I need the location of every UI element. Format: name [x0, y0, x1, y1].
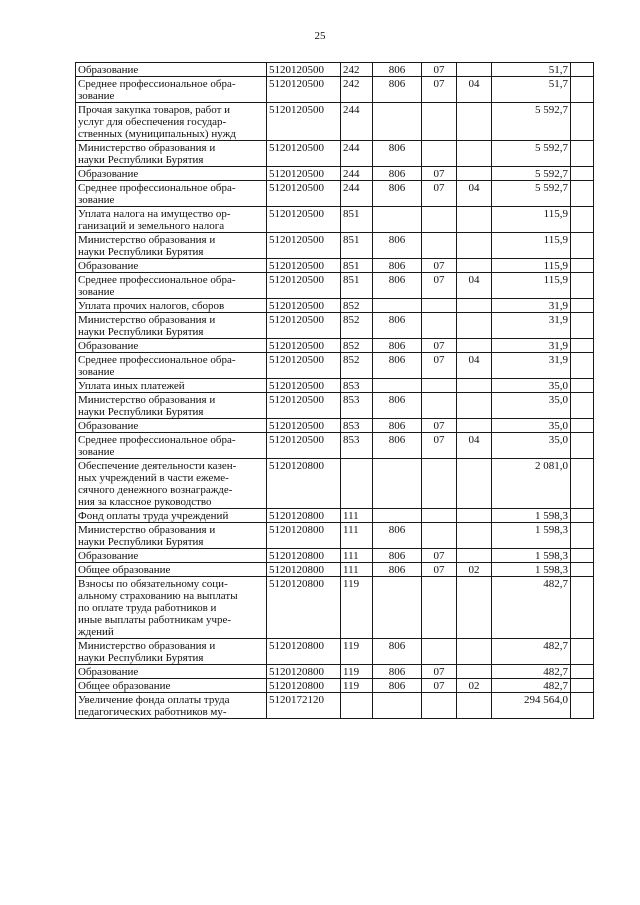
row-empty-cell: [571, 233, 594, 259]
table-row: [76, 523, 594, 549]
row-expense-type-cell: 851: [341, 233, 373, 259]
row-name-cell: Уплата иных платежей: [76, 379, 267, 393]
row-subsection-cell: [457, 313, 492, 339]
row-expense-type-cell: 119: [341, 665, 373, 679]
row-name-cell: Среднее профессиональное обра- зование: [76, 77, 267, 103]
table-row: [76, 693, 594, 719]
row-target-article-cell: 5120120800: [267, 639, 341, 665]
row-admin-code-cell: 806: [373, 259, 422, 273]
row-section-cell: 07: [422, 679, 457, 693]
row-target-article-cell: 5120120500: [267, 379, 341, 393]
row-admin-code-cell: 806: [373, 563, 422, 577]
table-row: [76, 233, 594, 259]
row-name-cell: Министерство образования и науки Республики Бурятия: [76, 393, 267, 419]
row-name-cell: Общее образование: [76, 679, 267, 693]
row-section-cell: 07: [422, 181, 457, 207]
table-row: [76, 63, 594, 77]
row-expense-type-cell: 853: [341, 393, 373, 419]
row-amount-cell: 482,7: [492, 665, 571, 679]
row-subsection-cell: 04: [457, 77, 492, 103]
row-name-cell: Образование: [76, 259, 267, 273]
row-admin-code-cell: 806: [373, 433, 422, 459]
row-section-cell: [422, 639, 457, 665]
row-empty-cell: [571, 273, 594, 299]
row-expense-type-cell: 242: [341, 77, 373, 103]
row-admin-code-cell: [373, 577, 422, 639]
row-empty-cell: [571, 419, 594, 433]
row-subsection-cell: [457, 459, 492, 509]
row-admin-code-cell: 806: [373, 167, 422, 181]
row-target-article-cell: 5120120500: [267, 181, 341, 207]
row-empty-cell: [571, 459, 594, 509]
row-empty-cell: [571, 259, 594, 273]
row-expense-type-cell: 244: [341, 103, 373, 141]
row-amount-cell: 35,0: [492, 433, 571, 459]
row-amount-cell: 115,9: [492, 273, 571, 299]
row-admin-code-cell: [373, 693, 422, 719]
budget-table-body: [76, 63, 594, 719]
row-expense-type-cell: 119: [341, 679, 373, 693]
row-subsection-cell: [457, 339, 492, 353]
row-amount-cell: 294 564,0: [492, 693, 571, 719]
row-section-cell: 07: [422, 549, 457, 563]
row-amount-cell: 51,7: [492, 63, 571, 77]
row-subsection-cell: 04: [457, 181, 492, 207]
row-section-cell: 07: [422, 167, 457, 181]
row-expense-type-cell: 111: [341, 523, 373, 549]
row-expense-type-cell: 244: [341, 181, 373, 207]
row-empty-cell: [571, 433, 594, 459]
row-empty-cell: [571, 563, 594, 577]
row-amount-cell: 5 592,7: [492, 167, 571, 181]
row-admin-code-cell: 806: [373, 77, 422, 103]
row-empty-cell: [571, 679, 594, 693]
row-target-article-cell: 5120120800: [267, 679, 341, 693]
row-amount-cell: 31,9: [492, 353, 571, 379]
row-expense-type-cell: 244: [341, 141, 373, 167]
row-subsection-cell: [457, 393, 492, 419]
row-empty-cell: [571, 577, 594, 639]
row-target-article-cell: 5120120500: [267, 433, 341, 459]
row-subsection-cell: [457, 299, 492, 313]
row-name-cell: Министерство образования и науки Республики Бурятия: [76, 313, 267, 339]
row-amount-cell: 482,7: [492, 577, 571, 639]
row-target-article-cell: 5120120800: [267, 523, 341, 549]
row-expense-type-cell: 853: [341, 379, 373, 393]
row-amount-cell: 5 592,7: [492, 181, 571, 207]
row-target-article-cell: 5120120800: [267, 577, 341, 639]
row-target-article-cell: 5120120800: [267, 549, 341, 563]
row-section-cell: [422, 693, 457, 719]
row-section-cell: 07: [422, 419, 457, 433]
row-name-cell: Общее образование: [76, 563, 267, 577]
row-name-cell: Среднее профессиональное обра- зование: [76, 433, 267, 459]
row-admin-code-cell: 806: [373, 63, 422, 77]
row-admin-code-cell: 806: [373, 419, 422, 433]
row-amount-cell: 31,9: [492, 313, 571, 339]
row-expense-type-cell: 853: [341, 419, 373, 433]
row-subsection-cell: 04: [457, 273, 492, 299]
table-row: [76, 459, 594, 509]
row-target-article-cell: 5120120800: [267, 459, 341, 509]
row-empty-cell: [571, 313, 594, 339]
table-row: [76, 665, 594, 679]
row-expense-type-cell: 852: [341, 313, 373, 339]
row-section-cell: 07: [422, 259, 457, 273]
table-row: [76, 353, 594, 379]
row-section-cell: [422, 393, 457, 419]
row-expense-type-cell: 851: [341, 207, 373, 233]
table-row: [76, 679, 594, 693]
row-section-cell: [422, 103, 457, 141]
row-admin-code-cell: 806: [373, 181, 422, 207]
table-row: [76, 433, 594, 459]
row-amount-cell: 31,9: [492, 299, 571, 313]
table-row: [76, 509, 594, 523]
row-name-cell: Фонд оплаты труда учреждений: [76, 509, 267, 523]
row-amount-cell: 1 598,3: [492, 523, 571, 549]
row-empty-cell: [571, 207, 594, 233]
row-target-article-cell: 5120120500: [267, 207, 341, 233]
row-amount-cell: 1 598,3: [492, 563, 571, 577]
row-expense-type-cell: 853: [341, 433, 373, 459]
table-row: [76, 273, 594, 299]
row-section-cell: 07: [422, 63, 457, 77]
row-amount-cell: 35,0: [492, 379, 571, 393]
row-name-cell: Обеспечение деятельности казен- ных учреждений в части ежеме- сячного денежного вознагражде- ния за классное руководство: [76, 459, 267, 509]
row-admin-code-cell: [373, 379, 422, 393]
row-section-cell: 07: [422, 339, 457, 353]
row-target-article-cell: 5120120500: [267, 339, 341, 353]
row-subsection-cell: [457, 63, 492, 77]
row-name-cell: Образование: [76, 665, 267, 679]
row-expense-type-cell: 851: [341, 259, 373, 273]
row-subsection-cell: [457, 639, 492, 665]
row-admin-code-cell: 806: [373, 523, 422, 549]
row-subsection-cell: [457, 509, 492, 523]
row-subsection-cell: [457, 103, 492, 141]
row-amount-cell: 2 081,0: [492, 459, 571, 509]
row-expense-type-cell: 111: [341, 509, 373, 523]
row-subsection-cell: [457, 419, 492, 433]
row-amount-cell: 115,9: [492, 207, 571, 233]
table-row: [76, 339, 594, 353]
row-name-cell: Прочая закупка товаров, работ и услуг для обеспечения государ- ственных (муниципальных) нужд: [76, 103, 267, 141]
row-subsection-cell: [457, 523, 492, 549]
row-empty-cell: [571, 639, 594, 665]
budget-table: [75, 62, 594, 719]
row-expense-type-cell: 119: [341, 577, 373, 639]
row-expense-type-cell: 242: [341, 63, 373, 77]
page-number: 25: [314, 30, 326, 42]
row-name-cell: Министерство образования и науки Республики Бурятия: [76, 233, 267, 259]
row-name-cell: Образование: [76, 549, 267, 563]
row-section-cell: 07: [422, 665, 457, 679]
row-section-cell: 07: [422, 433, 457, 459]
row-empty-cell: [571, 523, 594, 549]
row-name-cell: Взносы по обязательному соци- альному страхованию на выплаты по оплате труда работников и иные выплаты работникам учре- ждений: [76, 577, 267, 639]
row-subsection-cell: [457, 207, 492, 233]
row-empty-cell: [571, 339, 594, 353]
row-expense-type-cell: 852: [341, 353, 373, 379]
row-subsection-cell: [457, 141, 492, 167]
table-row: [76, 577, 594, 639]
row-subsection-cell: 04: [457, 353, 492, 379]
row-name-cell: Среднее профессиональное обра- зование: [76, 181, 267, 207]
row-amount-cell: 1 598,3: [492, 509, 571, 523]
row-section-cell: [422, 207, 457, 233]
row-name-cell: Образование: [76, 419, 267, 433]
row-target-article-cell: 5120120500: [267, 259, 341, 273]
row-empty-cell: [571, 181, 594, 207]
row-subsection-cell: [457, 379, 492, 393]
row-section-cell: [422, 141, 457, 167]
row-admin-code-cell: 806: [373, 393, 422, 419]
table-row: [76, 299, 594, 313]
row-subsection-cell: [457, 693, 492, 719]
table-row: [76, 313, 594, 339]
table-row: [76, 103, 594, 141]
row-expense-type-cell: 851: [341, 273, 373, 299]
row-subsection-cell: 04: [457, 433, 492, 459]
row-empty-cell: [571, 509, 594, 523]
row-name-cell: Министерство образования и науки Республики Бурятия: [76, 141, 267, 167]
row-amount-cell: 31,9: [492, 339, 571, 353]
row-amount-cell: 115,9: [492, 259, 571, 273]
row-empty-cell: [571, 103, 594, 141]
row-name-cell: Образование: [76, 167, 267, 181]
row-target-article-cell: 5120120800: [267, 665, 341, 679]
row-empty-cell: [571, 63, 594, 77]
row-section-cell: [422, 233, 457, 259]
table-row: [76, 167, 594, 181]
row-admin-code-cell: [373, 459, 422, 509]
row-subsection-cell: [457, 233, 492, 259]
row-admin-code-cell: 806: [373, 233, 422, 259]
row-admin-code-cell: 806: [373, 639, 422, 665]
table-row: [76, 393, 594, 419]
row-section-cell: 07: [422, 77, 457, 103]
table-row: [76, 639, 594, 665]
table-row: [76, 259, 594, 273]
row-subsection-cell: [457, 577, 492, 639]
row-target-article-cell: 5120120500: [267, 419, 341, 433]
row-empty-cell: [571, 379, 594, 393]
row-section-cell: [422, 299, 457, 313]
row-name-cell: Уплата налога на имущество ор- ганизаций и земельного налога: [76, 207, 267, 233]
row-subsection-cell: 02: [457, 563, 492, 577]
row-amount-cell: 35,0: [492, 419, 571, 433]
row-admin-code-cell: 806: [373, 273, 422, 299]
row-subsection-cell: 02: [457, 679, 492, 693]
row-target-article-cell: 5120120500: [267, 313, 341, 339]
row-expense-type-cell: 852: [341, 339, 373, 353]
row-name-cell: Среднее профессиональное обра- зование: [76, 273, 267, 299]
row-empty-cell: [571, 167, 594, 181]
row-name-cell: Министерство образования и науки Республики Бурятия: [76, 523, 267, 549]
row-section-cell: [422, 313, 457, 339]
row-section-cell: [422, 523, 457, 549]
row-expense-type-cell: 111: [341, 563, 373, 577]
table-row: [76, 549, 594, 563]
row-empty-cell: [571, 77, 594, 103]
row-amount-cell: 1 598,3: [492, 549, 571, 563]
row-admin-code-cell: [373, 103, 422, 141]
row-subsection-cell: [457, 167, 492, 181]
row-name-cell: Образование: [76, 63, 267, 77]
row-section-cell: [422, 379, 457, 393]
row-admin-code-cell: 806: [373, 313, 422, 339]
row-target-article-cell: 5120120500: [267, 299, 341, 313]
row-empty-cell: [571, 141, 594, 167]
row-amount-cell: 482,7: [492, 639, 571, 665]
row-target-article-cell: 5120120500: [267, 103, 341, 141]
row-admin-code-cell: 806: [373, 339, 422, 353]
row-admin-code-cell: [373, 299, 422, 313]
row-section-cell: [422, 577, 457, 639]
table-row: [76, 419, 594, 433]
row-target-article-cell: 5120120800: [267, 509, 341, 523]
row-amount-cell: 115,9: [492, 233, 571, 259]
row-admin-code-cell: 806: [373, 549, 422, 563]
row-amount-cell: 51,7: [492, 77, 571, 103]
row-target-article-cell: 5120120500: [267, 167, 341, 181]
row-expense-type-cell: [341, 459, 373, 509]
row-name-cell: Среднее профессиональное обра- зование: [76, 353, 267, 379]
row-subsection-cell: [457, 259, 492, 273]
row-admin-code-cell: 806: [373, 679, 422, 693]
row-admin-code-cell: [373, 207, 422, 233]
row-target-article-cell: 5120120500: [267, 233, 341, 259]
row-admin-code-cell: 806: [373, 353, 422, 379]
row-amount-cell: 482,7: [492, 679, 571, 693]
row-empty-cell: [571, 549, 594, 563]
row-section-cell: 07: [422, 273, 457, 299]
row-expense-type-cell: 111: [341, 549, 373, 563]
row-amount-cell: 5 592,7: [492, 103, 571, 141]
row-empty-cell: [571, 299, 594, 313]
row-target-article-cell: 5120172120: [267, 693, 341, 719]
table-row: [76, 563, 594, 577]
row-section-cell: [422, 459, 457, 509]
row-target-article-cell: 5120120500: [267, 273, 341, 299]
row-target-article-cell: 5120120500: [267, 393, 341, 419]
table-row: [76, 141, 594, 167]
row-admin-code-cell: 806: [373, 141, 422, 167]
row-expense-type-cell: 852: [341, 299, 373, 313]
row-target-article-cell: 5120120500: [267, 63, 341, 77]
row-amount-cell: 5 592,7: [492, 141, 571, 167]
row-name-cell: Министерство образования и науки Республики Бурятия: [76, 639, 267, 665]
row-target-article-cell: 5120120500: [267, 353, 341, 379]
row-section-cell: [422, 509, 457, 523]
row-section-cell: 07: [422, 353, 457, 379]
table-row: [76, 207, 594, 233]
row-expense-type-cell: 119: [341, 639, 373, 665]
row-name-cell: Образование: [76, 339, 267, 353]
row-name-cell: Уплата прочих налогов, сборов: [76, 299, 267, 313]
table-row: [76, 181, 594, 207]
row-subsection-cell: [457, 665, 492, 679]
row-expense-type-cell: [341, 693, 373, 719]
row-empty-cell: [571, 393, 594, 419]
row-target-article-cell: 5120120800: [267, 563, 341, 577]
row-amount-cell: 35,0: [492, 393, 571, 419]
row-section-cell: 07: [422, 563, 457, 577]
row-target-article-cell: 5120120500: [267, 141, 341, 167]
row-empty-cell: [571, 353, 594, 379]
row-admin-code-cell: [373, 509, 422, 523]
row-empty-cell: [571, 693, 594, 719]
row-subsection-cell: [457, 549, 492, 563]
row-name-cell: Увеличение фонда оплаты труда педагогических работников му-: [76, 693, 267, 719]
row-expense-type-cell: 244: [341, 167, 373, 181]
row-empty-cell: [571, 665, 594, 679]
table-row: [76, 77, 594, 103]
row-target-article-cell: 5120120500: [267, 77, 341, 103]
table-row: [76, 379, 594, 393]
row-admin-code-cell: 806: [373, 665, 422, 679]
